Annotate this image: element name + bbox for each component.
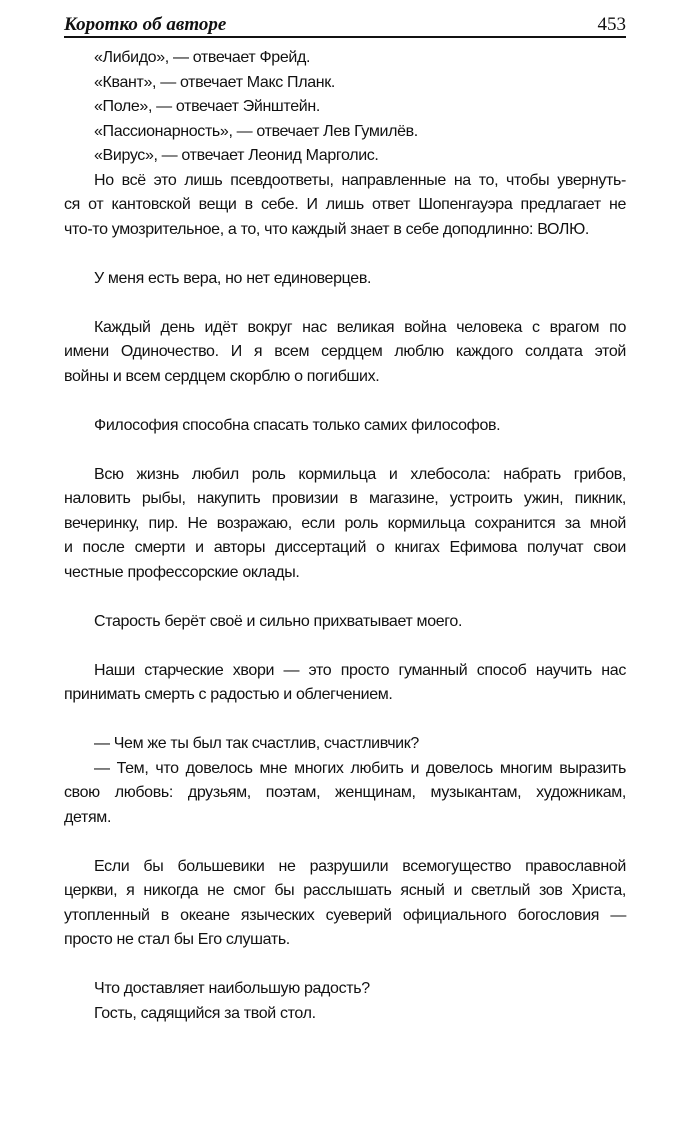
paragraph-gap [64, 242, 626, 267]
text-line: ся от кантовской вещи в себе. И лишь ответ Шопенгауэра предлагает не [64, 196, 626, 213]
paragraph-gap [64, 953, 626, 978]
text-line: — Тем, что довелось мне многих любить и довелось многим выразить [94, 759, 626, 777]
text-line: просто не стал бы Его слушать. [64, 931, 290, 948]
paragraph-gap [64, 389, 626, 414]
running-header [64, 10, 626, 38]
text-line: Что доставляет наибольшую радость? [94, 980, 370, 997]
text-line: «Пассионарность», — отвечает Лев Гумилёв. [94, 122, 418, 140]
text-line: войны и всем сердцем скорблю о погибших. [64, 367, 380, 385]
text-line: — Чем же ты был так счастлив, счастливчик? [94, 735, 419, 752]
text-line: церкви, я никогда не смог бы расслышать ясный и светлый зов Христа, [64, 882, 626, 899]
text-line: Наши старческие хвори — это просто гуманный способ научить нас [94, 661, 626, 679]
paragraph-gap [64, 634, 626, 659]
paragraph-gap [64, 438, 626, 463]
text-line: Старость берёт своё и сильно прихватывает моего. [94, 612, 463, 630]
text-line: «Либидо», — отвечает Фрейд. [94, 49, 311, 66]
paragraph-gap [64, 585, 626, 610]
text-line: и после смерти и авторы диссертаций о книгах Ефимова получат свои [64, 539, 626, 556]
text-line: У меня есть вера, но нет единоверцев. [94, 269, 372, 287]
text-line: имени Одиночество. И я всем сердцем люблю каждого солдата этой [64, 343, 626, 360]
text-line: Если бы большевики не разрушили всемогущество православной [94, 857, 626, 875]
text-line: «Поле», — отвечает Эйнштейн. [94, 98, 320, 115]
paragraph-gap [64, 830, 626, 855]
text-line: принимать смерть с радостью и облегчением. [64, 686, 393, 703]
text-line: Но всё это лишь псевдоответы, направленные на то, чтобы увернуть- [94, 171, 626, 189]
text-line: «Вирус», — отвечает Леонид Марголис. [94, 147, 379, 164]
text-line: свою любовь: друзьям, поэтам, женщинам, музыкантам, художникам, [64, 784, 626, 801]
paragraph-gap [64, 291, 626, 316]
text-line: «Квант», — отвечает Макс Планк. [94, 73, 335, 91]
text-line: Каждый день идёт вокруг нас великая война человека с врагом по [94, 318, 626, 336]
text-line: Всю жизнь любил роль кормильца и хлебосола: набрать грибов, [94, 465, 626, 483]
text-line: вечеринку, пир. Не возражаю, если роль кормильца сохранится за мной [64, 514, 626, 532]
page-body-text [64, 46, 626, 1026]
text-line: Философия способна спасать только самих философов. [94, 416, 501, 434]
running-head-title: Коротко об авторе [64, 14, 227, 35]
text-line: честные профессорские оклады. [64, 563, 300, 581]
book-page [64, 10, 626, 1026]
text-line: детям. [64, 808, 112, 826]
paragraph-gap [64, 708, 626, 733]
page-number: 453 [597, 14, 626, 35]
text-line: что-то умозрительное, а то, что каждый знает в себе доподлинно: ВОЛЮ. [64, 220, 589, 238]
text-line: Гость, садящийся за твой стол. [94, 1004, 316, 1022]
text-line: наловить рыбы, накупить провизии в магазине, устроить ужин, пикник, [64, 490, 626, 507]
text-line: утопленный в океане языческих суеверий официального богословия — [64, 906, 626, 924]
